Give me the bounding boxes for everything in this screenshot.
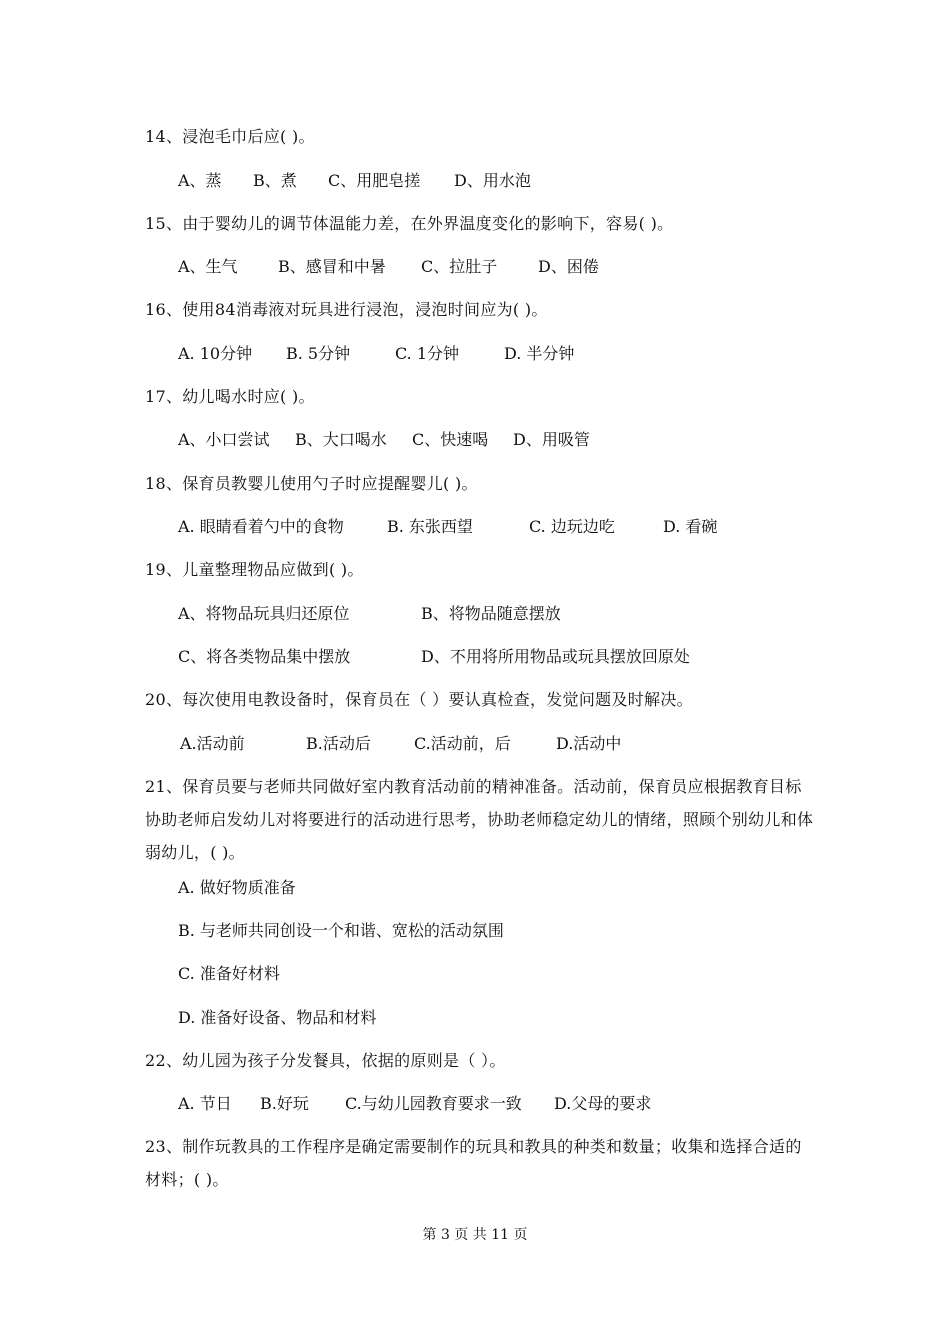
question-14-stem: 14、浸泡毛巾后应( )。 xyxy=(145,127,315,146)
question-14-option-b: B、煮 xyxy=(253,171,297,190)
question-22-stem: 22、幼儿园为孩子分发餐具，依据的原则是（ ）。 xyxy=(145,1051,506,1070)
question-21-option-a: A. 做好物质准备 xyxy=(178,878,296,897)
question-17-option-d: D、用吸管 xyxy=(513,430,590,449)
question-16-option-d: D. 半分钟 xyxy=(504,344,575,363)
question-18-stem: 18、保育员教婴儿使用勺子时应提醒婴儿( )。 xyxy=(145,474,478,493)
question-19-option-b: B、将物品随意摆放 xyxy=(421,604,561,623)
question-17-stem: 17、幼儿喝水时应( )。 xyxy=(145,387,315,406)
question-22-option-a: A. 节日 xyxy=(178,1094,232,1113)
question-15-stem: 15、由于婴幼儿的调节体温能力差，在外界温度变化的影响下，容易( )。 xyxy=(145,214,674,233)
question-20-stem: 20、每次使用电教设备时，保育员在（ ）要认真检查，发觉问题及时解决。 xyxy=(145,690,693,709)
question-14-option-a: A、蒸 xyxy=(178,171,222,190)
question-15-option-b: B、感冒和中暑 xyxy=(278,257,386,276)
question-21-option-d: D. 准备好设备、物品和材料 xyxy=(178,1008,377,1027)
question-23-stem: 23、制作玩教具的工作程序是确定需要制作的玩具和教具的种类和数量；收集和选择合适的材料；( )。 xyxy=(145,1137,802,1189)
question-19-option-d: D、不用将所用物品或玩具摆放回原处 xyxy=(421,647,690,666)
question-19-option-c: C、将各类物品集中摆放 xyxy=(178,647,351,666)
question-20-option-b: B.活动后 xyxy=(306,734,371,753)
question-19-stem: 19、儿童整理物品应做到( )。 xyxy=(145,560,364,579)
question-18-option-b: B. 东张西望 xyxy=(387,517,473,536)
question-15-option-d: D、困倦 xyxy=(538,257,599,276)
question-14-option-d: D、用水泡 xyxy=(454,171,531,190)
question-22-option-b: B.好玩 xyxy=(260,1094,309,1113)
question-20-option-c: C.活动前，后 xyxy=(414,734,511,753)
question-16-option-c: C. 1分钟 xyxy=(395,344,460,363)
page-number-footer: 第 3 页 共 11 页 xyxy=(422,1227,528,1243)
question-16-option-a: A. 10分钟 xyxy=(178,344,253,363)
question-14-option-c: C、用肥皂搓 xyxy=(328,171,421,190)
question-17-option-a: A、小口尝试 xyxy=(178,430,270,449)
question-16-stem: 16、使用84消毒液对玩具进行浸泡，浸泡时间应为( )。 xyxy=(145,300,548,319)
question-20-option-a: A.活动前 xyxy=(180,734,245,753)
question-15-option-a: A、生气 xyxy=(178,257,238,276)
question-16-option-b: B. 5分钟 xyxy=(286,344,351,363)
question-17-option-b: B、大口喝水 xyxy=(295,430,387,449)
question-20-option-d: D.活动中 xyxy=(556,734,622,753)
question-22-option-d: D.父母的要求 xyxy=(554,1094,652,1113)
question-18-option-a: A. 眼睛看着勺中的食物 xyxy=(178,517,344,536)
question-19-option-a: A、将物品玩具归还原位 xyxy=(178,604,350,623)
question-18-option-c: C. 边玩边吃 xyxy=(529,517,615,536)
question-15-option-c: C、拉肚子 xyxy=(421,257,498,276)
question-22-option-c: C.与幼儿园教育要求一致 xyxy=(345,1094,522,1113)
question-21-option-b: B. 与老师共同创设一个和谐、宽松的活动氛围 xyxy=(178,921,504,940)
question-18-option-d: D. 看碗 xyxy=(663,517,718,536)
question-21-option-c: C. 准备好材料 xyxy=(178,964,280,983)
question-17-option-c: C、快速喝 xyxy=(412,430,489,449)
question-21-stem: 21、保育员要与老师共同做好室内教育活动前的精神准备。活动前，保育员应根据教育目标协助老师启发幼儿对将要进行的活动进行思考，协助老师稳定幼儿的情绪，照顾个别幼儿和体弱幼儿，( )。 xyxy=(145,777,814,862)
